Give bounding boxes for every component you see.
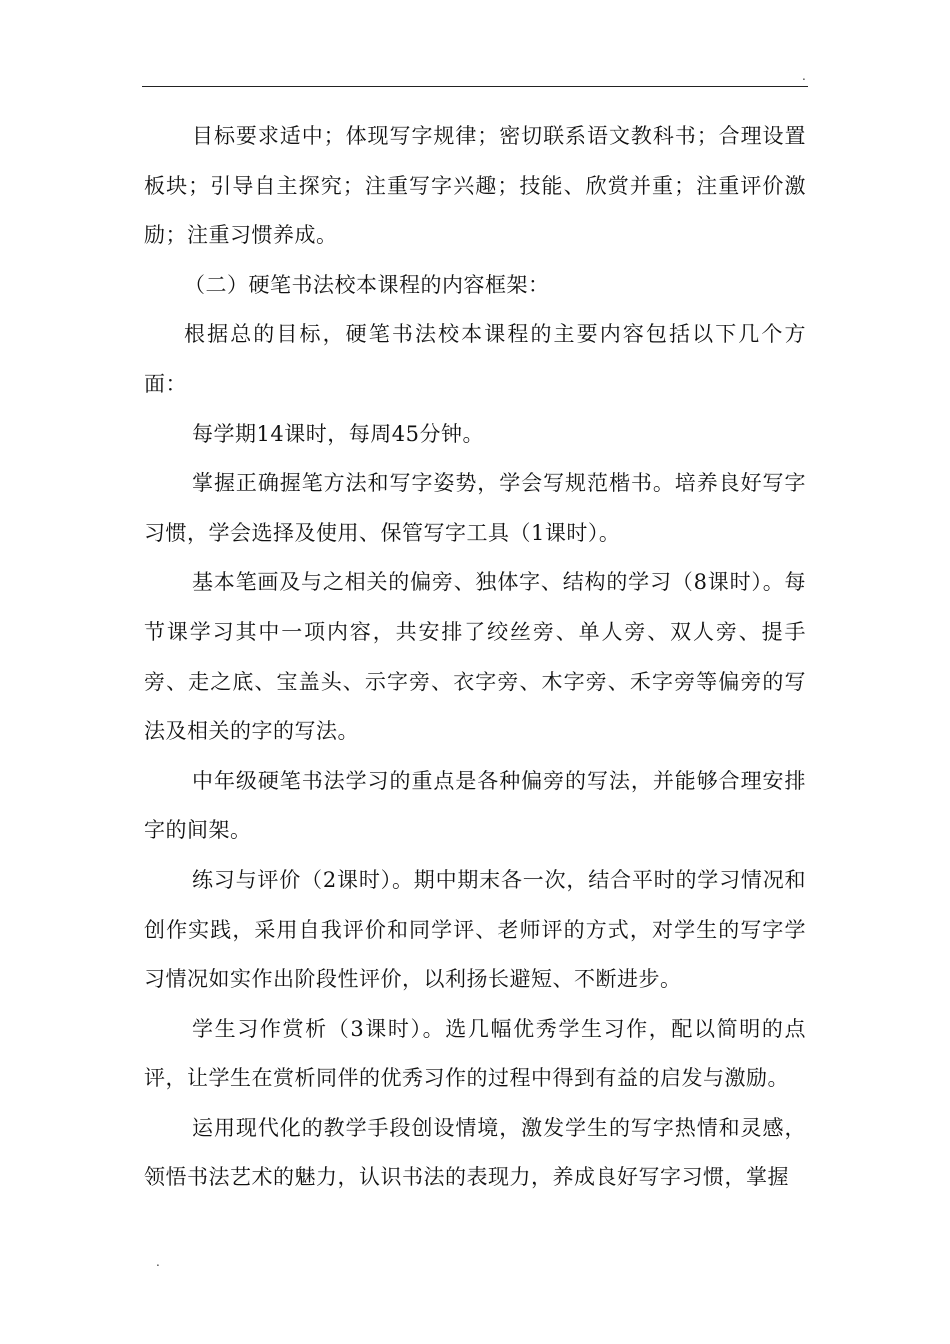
paragraph-posture: 掌握正确握笔方法和写字姿势，学会写规范楷书。培养良好写字习惯，学会选择及使用、保管写字工具（1课时）。 xyxy=(144,471,806,545)
paragraph-goals: 目标要求适中；体现写字规律；密切联系语文教科书；合理设置板块；引导自主探究；注重写字兴趣；技能、欣赏并重；注重评价激励；注重习惯养成。 xyxy=(144,124,806,248)
paragraph-strokes: 基本笔画及与之相关的偏旁、独体字、结构的学习（8课时）。每节课学习其中一项内容，共安排了绞丝旁、单人旁、双人旁、提手旁、走之底、宝盖头、示字旁、衣字旁、木字旁、禾字旁等偏旁的写法及相关的字的写法。 xyxy=(144,570,806,744)
footer-mark: . xyxy=(156,1255,160,1269)
paragraph-evaluation: 练习与评价（2课时）。期中期末各一次，结合平时的学习情况和创作实践，采用自我评价和同学评、老师评的方式，对学生的写字学习情况如实作出阶段性评价，以利扬长避短、不断进步。 xyxy=(144,867,806,992)
document-body xyxy=(144,112,806,1203)
paragraph-appreciation: 学生习作赏析（3课时）。选几幅优秀学生习作，配以简明的点评，让学生在赏析同伴的优秀习作的过程中得到有益的启发与激励。 xyxy=(144,1016,806,1091)
paragraph-teaching-methods: 运用现代化的教学手段创设情境，激发学生的写字热情和灵感，领悟书法艺术的魅力，认识书法的表现力，养成良好写字习惯，掌握 xyxy=(144,1115,806,1190)
section-heading: （二）硬笔书法校本课程的内容框架： xyxy=(184,272,550,297)
paragraph-intro: 根据总的目标，硬笔书法校本课程的主要内容包括以下几个方面： xyxy=(144,322,806,396)
header-mark: . xyxy=(802,69,806,83)
paragraph-focus: 中年级硬笔书法学习的重点是各种偏旁的写法，并能够合理安排字的间架。 xyxy=(144,768,806,843)
header-rule xyxy=(142,86,808,87)
paragraph-schedule: 每学期14课时，每周45分钟。 xyxy=(192,421,484,446)
